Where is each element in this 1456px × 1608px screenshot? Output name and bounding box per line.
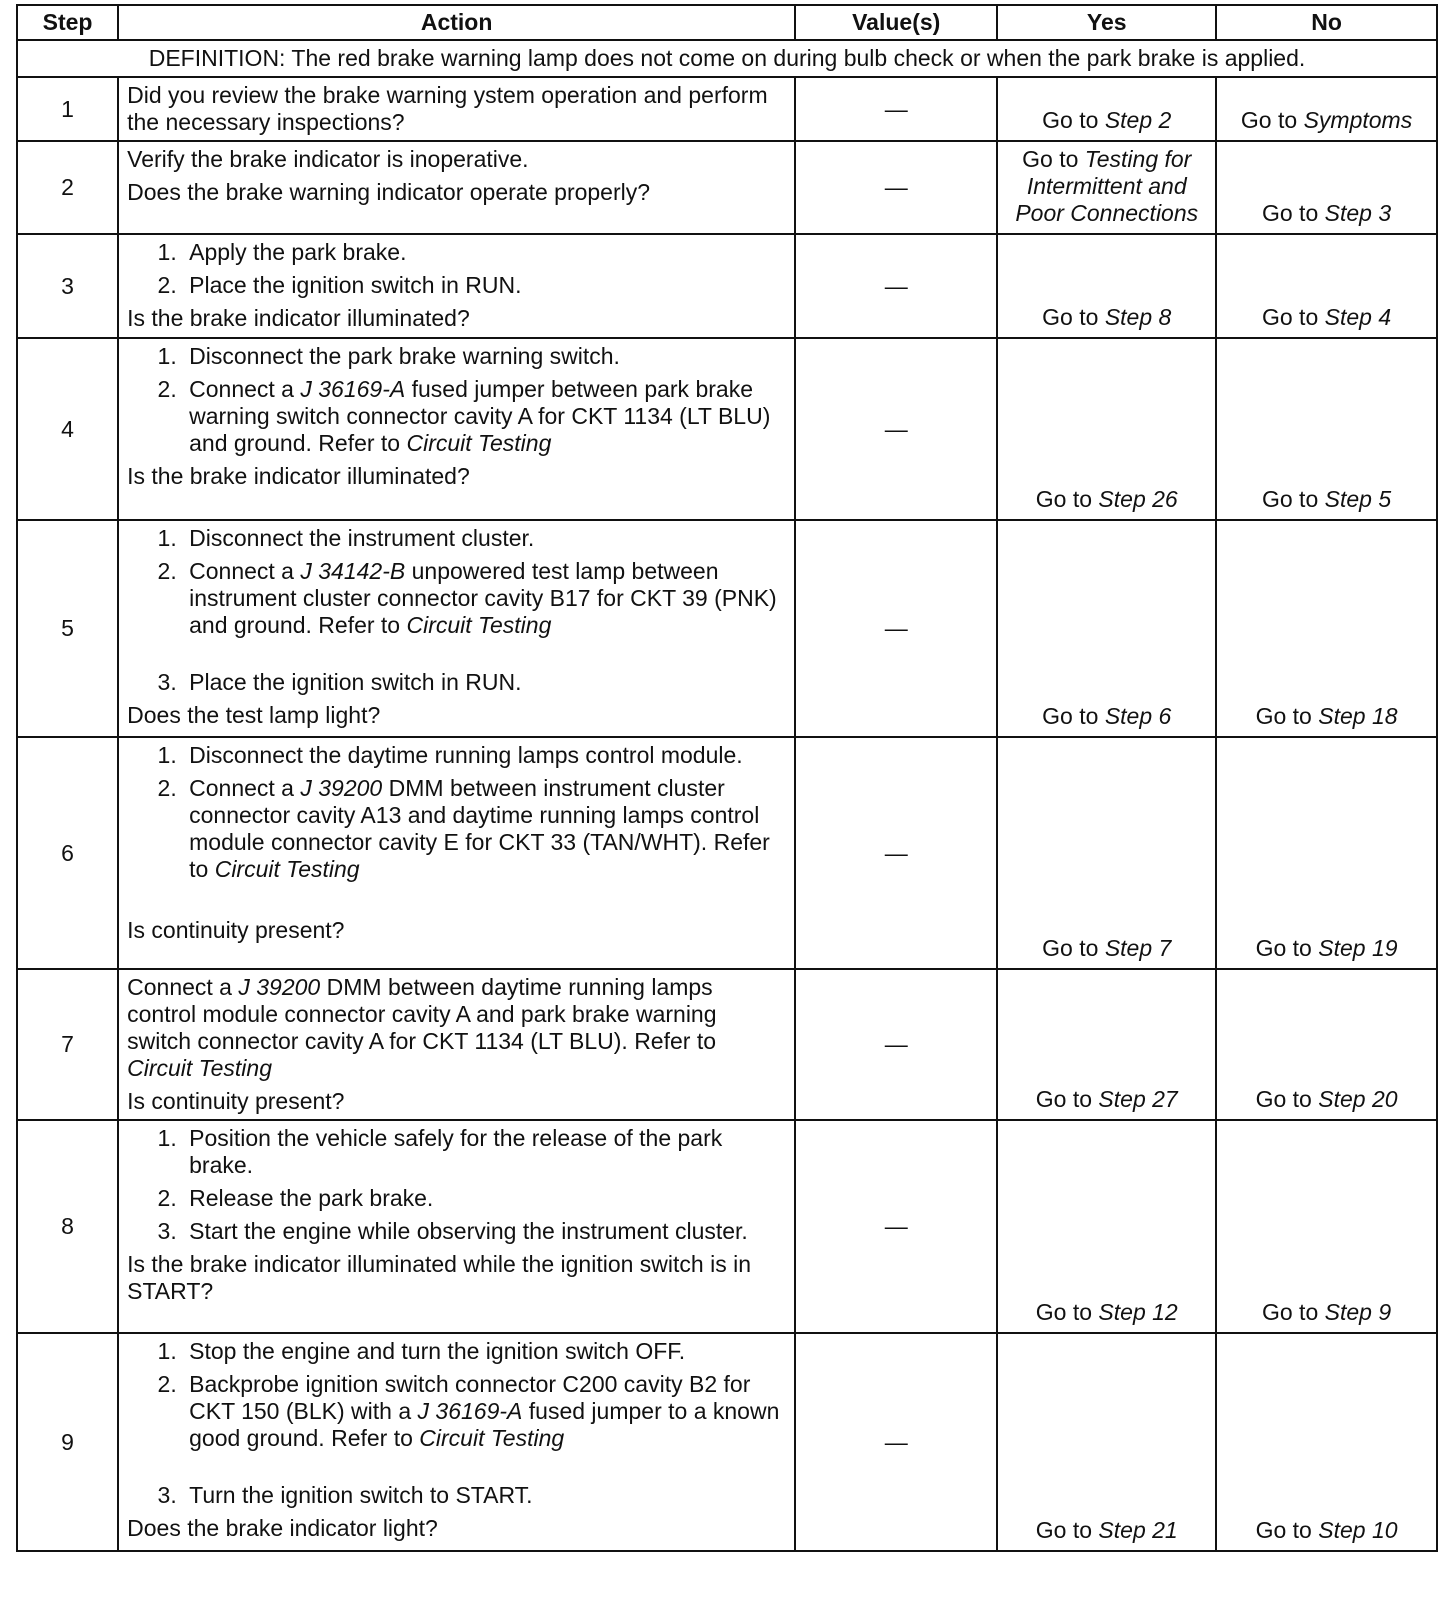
action-step-item: 2. Place the ignition switch in RUN. bbox=[183, 272, 786, 299]
no-result: Go to Step 19 bbox=[1216, 737, 1437, 969]
table-row bbox=[17, 338, 1437, 520]
table-row bbox=[17, 141, 1437, 234]
step-number: 9 bbox=[17, 1333, 118, 1551]
action-question: Is the brake indicator illuminated while the ignition switch is in START? bbox=[127, 1251, 751, 1304]
table-row bbox=[17, 1333, 1437, 1551]
yes-result: Go to Step 26 bbox=[997, 338, 1216, 520]
action-step-item: 1. Apply the park brake. bbox=[183, 239, 786, 266]
no-result: Go to Step 3 bbox=[1216, 141, 1437, 234]
yes-result: Go to Step 8 bbox=[997, 234, 1216, 338]
step-number: 8 bbox=[17, 1120, 118, 1333]
action-question: Is continuity present? bbox=[127, 1088, 345, 1114]
action-question: Is continuity present? bbox=[127, 917, 345, 943]
no-target: Step 20 bbox=[1318, 1086, 1398, 1112]
no-result: Go to Symptoms bbox=[1216, 77, 1437, 141]
reference-text: Circuit Testing bbox=[419, 1425, 565, 1451]
header-step: Step bbox=[17, 5, 118, 40]
action-cell bbox=[118, 141, 795, 234]
action-text: Did you review the brake warning ystem operation and perform the necessary inspections? bbox=[127, 82, 768, 135]
no-target: Symptoms bbox=[1303, 107, 1413, 133]
action-step-item: 1. Stop the engine and turn the ignition switch OFF. bbox=[183, 1338, 786, 1365]
header-yes: Yes bbox=[997, 5, 1216, 40]
step-number: 3 bbox=[17, 234, 118, 338]
step-number: 5 bbox=[17, 520, 118, 737]
value-cell: — bbox=[795, 1120, 997, 1333]
action-step-item: 1. Disconnect the park brake warning switch. bbox=[183, 343, 786, 370]
reference-text: Circuit Testing bbox=[406, 612, 552, 638]
definition-row bbox=[17, 40, 1437, 77]
yes-result: Go to Step 21 bbox=[997, 1333, 1216, 1551]
action-cell bbox=[118, 520, 795, 737]
reference-text: J 34142-B bbox=[300, 558, 406, 584]
action-step-item: 2. Release the park brake. bbox=[183, 1185, 786, 1212]
action-text: Connect a J 39200 DMM between daytime running lamps control module connector cavity A and park brake warning switch connector cavity A for CKT 1134 (LT BLU). Refer to Circuit Testing bbox=[127, 974, 717, 1081]
diagnostic-table-page bbox=[16, 4, 1438, 1552]
action-step-item: 1. Position the vehicle safely for the release of the park brake. bbox=[183, 1125, 786, 1179]
table-row bbox=[17, 969, 1437, 1120]
table-row bbox=[17, 77, 1437, 141]
action-cell bbox=[118, 234, 795, 338]
yes-target: Step 8 bbox=[1104, 304, 1172, 330]
no-target: Step 5 bbox=[1324, 486, 1392, 512]
yes-target: Step 7 bbox=[1104, 935, 1172, 961]
action-steps-list bbox=[127, 1338, 786, 1509]
reference-text: Circuit Testing bbox=[127, 1055, 272, 1081]
no-result: Go to Step 18 bbox=[1216, 520, 1437, 737]
action-step-item: 1. Disconnect the instrument cluster. bbox=[183, 525, 786, 552]
value-cell: — bbox=[795, 737, 997, 969]
action-steps-list bbox=[127, 239, 786, 299]
no-result: Go to Step 10 bbox=[1216, 1333, 1437, 1551]
no-target: Step 19 bbox=[1318, 935, 1398, 961]
step-number: 2 bbox=[17, 141, 118, 234]
action-cell bbox=[118, 737, 795, 969]
table-row bbox=[17, 1120, 1437, 1333]
header-no: No bbox=[1216, 5, 1437, 40]
action-step-item: 1. Disconnect the daytime running lamps control module. bbox=[183, 742, 786, 769]
no-target: Step 18 bbox=[1318, 703, 1398, 729]
yes-target: Step 12 bbox=[1098, 1299, 1178, 1325]
yes-result: Go to Step 12 bbox=[997, 1120, 1216, 1333]
yes-target: Step 21 bbox=[1098, 1517, 1178, 1543]
yes-target: Step 6 bbox=[1104, 703, 1172, 729]
yes-target: Step 26 bbox=[1098, 486, 1178, 512]
reference-text: J 39200 bbox=[238, 974, 321, 1000]
action-question: Is the brake indicator illuminated? bbox=[127, 463, 470, 489]
action-text: Verify the brake indicator is inoperative. bbox=[127, 146, 529, 172]
yes-target: Step 27 bbox=[1098, 1086, 1178, 1112]
action-step-item: 2. Connect a J 39200 DMM between instrument cluster connector cavity A13 and daytime running lamps control module connector cavity E for CKT 33 (TAN/WHT). Refer to Circuit Testing bbox=[183, 775, 786, 883]
reference-text: J 36169-A bbox=[300, 376, 406, 402]
action-cell bbox=[118, 1333, 795, 1551]
header-values: Value(s) bbox=[795, 5, 997, 40]
action-cell bbox=[118, 969, 795, 1120]
no-target: Step 9 bbox=[1324, 1299, 1392, 1325]
definition-text: DEFINITION: The red brake warning lamp does not come on during bulb check or when the park brake is applied. bbox=[17, 40, 1437, 77]
no-target: Step 4 bbox=[1324, 304, 1392, 330]
yes-result: Go to Step 27 bbox=[997, 969, 1216, 1120]
no-result: Go to Step 4 bbox=[1216, 234, 1437, 338]
action-cell bbox=[118, 77, 795, 141]
value-cell: — bbox=[795, 234, 997, 338]
value-cell: — bbox=[795, 338, 997, 520]
action-step-item: 2. Connect a J 34142-B unpowered test lamp between instrument cluster connector cavity B17 for CKT 39 (PNK) and ground. Refer to Circuit Testing bbox=[183, 558, 786, 639]
action-step-item: 3. Turn the ignition switch to START. bbox=[183, 1482, 786, 1509]
value-cell: — bbox=[795, 520, 997, 737]
action-cell bbox=[118, 338, 795, 520]
reference-text: Circuit Testing bbox=[406, 430, 552, 456]
diagnostic-table bbox=[16, 4, 1438, 1552]
step-number: 7 bbox=[17, 969, 118, 1120]
yes-target: Step 2 bbox=[1104, 107, 1172, 133]
action-steps-list bbox=[127, 742, 786, 883]
no-result: Go to Step 9 bbox=[1216, 1120, 1437, 1333]
reference-text: J 39200 bbox=[300, 775, 383, 801]
table-row bbox=[17, 520, 1437, 737]
action-steps-list bbox=[127, 1125, 786, 1245]
value-cell: — bbox=[795, 77, 997, 141]
action-text: Does the brake warning indicator operate properly? bbox=[127, 179, 651, 205]
yes-result: Go to Step 6 bbox=[997, 520, 1216, 737]
action-step-item: 2. Connect a J 36169-A fused jumper between park brake warning switch connector cavity A for CKT 1134 (LT BLU) and ground. Refer to Circuit Testing bbox=[183, 376, 786, 457]
no-result: Go to Step 5 bbox=[1216, 338, 1437, 520]
action-steps-list bbox=[127, 525, 786, 696]
yes-result: Go to Step 2 bbox=[997, 77, 1216, 141]
action-cell bbox=[118, 1120, 795, 1333]
yes-result: Go to Testing for Intermittent and Poor Connections bbox=[997, 141, 1216, 234]
header-row bbox=[17, 5, 1437, 40]
action-step-item: 2. Backprobe ignition switch connector C200 cavity B2 for CKT 150 (BLK) with a J 36169-A fused jumper to a known good ground. Refer to Circuit Testing bbox=[183, 1371, 786, 1452]
value-cell: — bbox=[795, 969, 997, 1120]
step-number: 1 bbox=[17, 77, 118, 141]
no-target: Step 10 bbox=[1318, 1517, 1398, 1543]
no-target: Step 3 bbox=[1324, 200, 1392, 226]
action-question: Is the brake indicator illuminated? bbox=[127, 305, 470, 331]
action-step-item: 3. Start the engine while observing the instrument cluster. bbox=[183, 1218, 786, 1245]
action-step-item: 3. Place the ignition switch in RUN. bbox=[183, 669, 786, 696]
value-cell: — bbox=[795, 141, 997, 234]
no-result: Go to Step 20 bbox=[1216, 969, 1437, 1120]
step-number: 4 bbox=[17, 338, 118, 520]
header-action: Action bbox=[118, 5, 795, 40]
table-row bbox=[17, 234, 1437, 338]
reference-text: Circuit Testing bbox=[214, 856, 360, 882]
step-number: 6 bbox=[17, 737, 118, 969]
table-row bbox=[17, 737, 1437, 969]
yes-result: Go to Step 7 bbox=[997, 737, 1216, 969]
action-question: Does the test lamp light? bbox=[127, 702, 381, 728]
spacer bbox=[127, 889, 786, 917]
reference-text: J 36169-A bbox=[417, 1398, 523, 1424]
action-steps-list bbox=[127, 343, 786, 457]
action-question: Does the brake indicator light? bbox=[127, 1515, 438, 1541]
yes-target: Testing for Intermittent and Poor Connections bbox=[1015, 146, 1199, 226]
value-cell: — bbox=[795, 1333, 997, 1551]
